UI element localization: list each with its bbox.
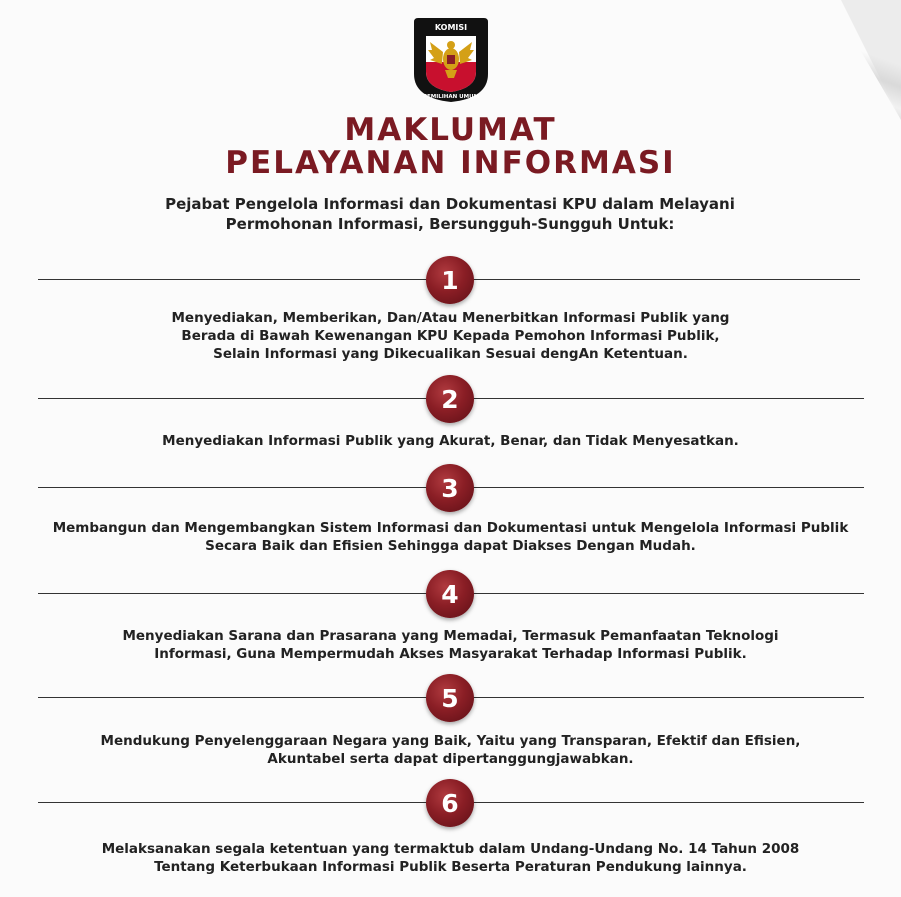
kpu-logo (412, 14, 490, 104)
item-text-2 (20, 432, 881, 450)
item-1-line-1: Menyediakan, Memberikan, Dan/Atau Menerbitkan Informasi Publik yang (171, 310, 730, 326)
item-text-1 (20, 309, 881, 363)
number-badge-6: 6 (426, 779, 474, 827)
item-5-line-1: Mendukung Penyelenggaraan Negara yang Baik, Yaitu yang Transparan, Efektif dan Efisien, (100, 733, 801, 749)
item-3-line-2: Secara Baik dan Efisien Sehingga dapat Diakses Dengan Mudah. (205, 538, 696, 554)
number-badge-2: 2 (426, 375, 474, 423)
number-badge-4: 4 (426, 570, 474, 618)
logo-top-text: KOMISI (434, 23, 468, 32)
subtitle-line-2: Permohonan Informasi, Bersungguh-Sungguh Untuk: (225, 215, 675, 233)
item-4-line-2: Informasi, Guna Mempermudah Akses Masyarakat Terhadap Informasi Publik. (154, 646, 747, 662)
item-2-line-1: Menyediakan Informasi Publik yang Akurat, Benar, dan Tidak Menyesatkan. (162, 433, 739, 449)
number-badge-3: 3 (426, 464, 474, 512)
subtitle (120, 194, 780, 234)
item-4-line-1: Menyediakan Sarana dan Prasarana yang Memadai, Termasuk Pemanfaatan Teknologi (122, 628, 779, 644)
item-text-3 (20, 519, 881, 555)
item-1-line-2: Berada di Bawah Kewenangan KPU Kepada Pemohon Informasi Publik, (181, 328, 720, 344)
item-text-5 (20, 732, 881, 768)
item-6-line-2: Tentang Keterbukaan Informasi Publik Beserta Peraturan Pendukung lainnya. (154, 859, 747, 875)
title-line-2: PELAYANAN INFORMASI (225, 145, 676, 181)
subtitle-line-1: Pejabat Pengelola Informasi dan Dokumentasi KPU dalam Melayani (165, 195, 735, 213)
item-6-line-1: Melaksanakan segala ketentuan yang termaktub dalam Undang-Undang No. 14 Tahun 2008 (101, 841, 800, 857)
logo-bottom-text: PEMILIHAN UMUM (422, 94, 480, 100)
number-badge-5: 5 (426, 674, 474, 722)
item-3-line-1: Membangun dan Mengembangkan Sistem Informasi dan Dokumentasi untuk Mengelola Informasi Publik (52, 520, 849, 536)
title-line-1: MAKLUMAT (344, 112, 557, 148)
item-text-6 (20, 840, 881, 876)
item-5-line-2: Akuntabel serta dapat dipertanggungjawabkan. (267, 751, 634, 767)
item-text-4 (20, 627, 881, 663)
item-1-line-3: Selain Informasi yang Dikecualikan Sesuai dengAn Ketentuan. (213, 346, 688, 362)
number-badge-1: 1 (426, 256, 474, 304)
